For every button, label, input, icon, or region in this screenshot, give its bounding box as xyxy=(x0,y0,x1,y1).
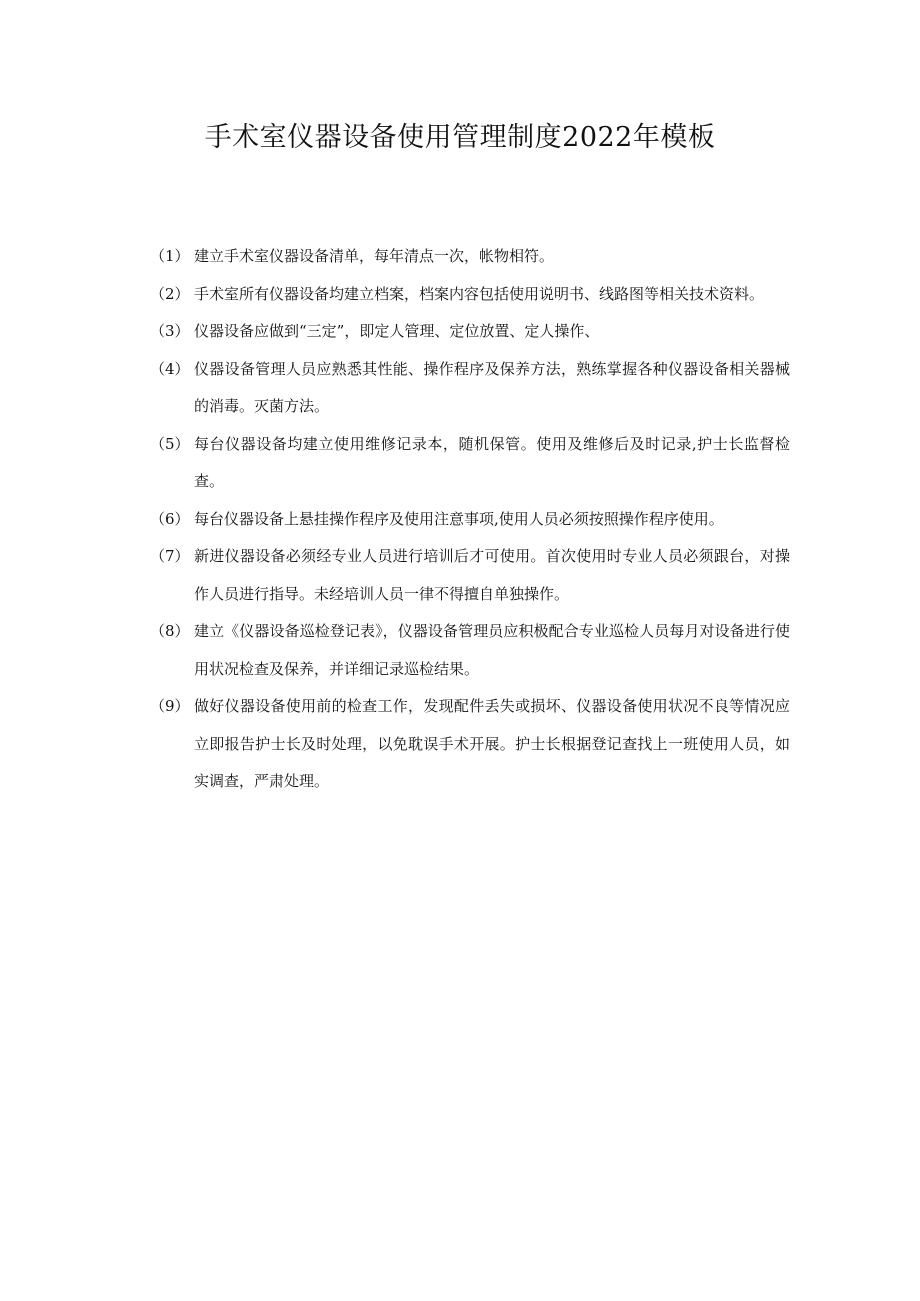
list-item xyxy=(150,276,790,314)
item-number: （6） xyxy=(150,509,190,528)
item-text: 建立《仪器设备巡检登记表》，仪器设备管理员应积极配合专业巡检人员每月对设备进行使用状况检查及保养，并详细记录巡检结果。 xyxy=(194,622,790,678)
item-number: （8） xyxy=(150,622,190,640)
page-title: 手术室仪器设备使用管理制度2022年模板 xyxy=(204,122,716,153)
item-text: 新进仪器设备必须经专业人员进行培训后才可使用。首次使用时专业人员必须跟台，对操作人员进行指导。未经培训人员一律不得擅自单独操作。 xyxy=(194,547,790,603)
item-text: 建立手术室仪器设备清单，每年清点一次，帐物相符。 xyxy=(194,247,555,265)
item-text: 每台仪器设备上悬挂操作程序及使用注意事项,使用人员必须按照操作程序使用。 xyxy=(194,509,724,528)
regulation-list xyxy=(150,238,790,801)
item-text: 做好仪器设备使用前的检查工作，发现配件丢失或损坏、仪器设备使用状况不良等情况应立即报告护士长及时处理，以免耽误手术开展。护士长根据登记查找上一班使用人员，如实调查，严肃处理。 xyxy=(194,697,790,790)
list-item xyxy=(150,613,790,688)
list-item xyxy=(150,238,790,276)
item-number: （4） xyxy=(150,359,190,378)
item-number: （9） xyxy=(150,697,190,715)
item-number: （5） xyxy=(150,434,190,453)
list-item xyxy=(150,538,790,613)
list-item xyxy=(150,501,790,539)
item-number: （3） xyxy=(150,322,190,340)
item-number: （2） xyxy=(150,284,190,303)
item-number: （7） xyxy=(150,547,190,565)
item-text: 仪器设备管理人员应熟悉其性能、操作程序及保养方法，熟练掌握各种仪器设备相关器械的消毒。灭菌方法。 xyxy=(194,359,790,415)
list-item xyxy=(150,351,790,426)
item-number: （1） xyxy=(150,247,190,265)
list-item xyxy=(150,426,790,501)
list-item xyxy=(150,313,790,351)
list-item xyxy=(150,688,790,801)
item-text: 仪器设备应做到“三定”，即定人管理、定位放置、定人操作、 xyxy=(194,322,600,340)
item-text: 手术室所有仪器设备均建立档案，档案内容包括使用说明书、线路图等相关技术资料。 xyxy=(194,284,765,303)
item-text: 每台仪器设备均建立使用维修记录本，随机保管。使用及维修后及时记录,护士长监督检查。 xyxy=(194,434,790,490)
